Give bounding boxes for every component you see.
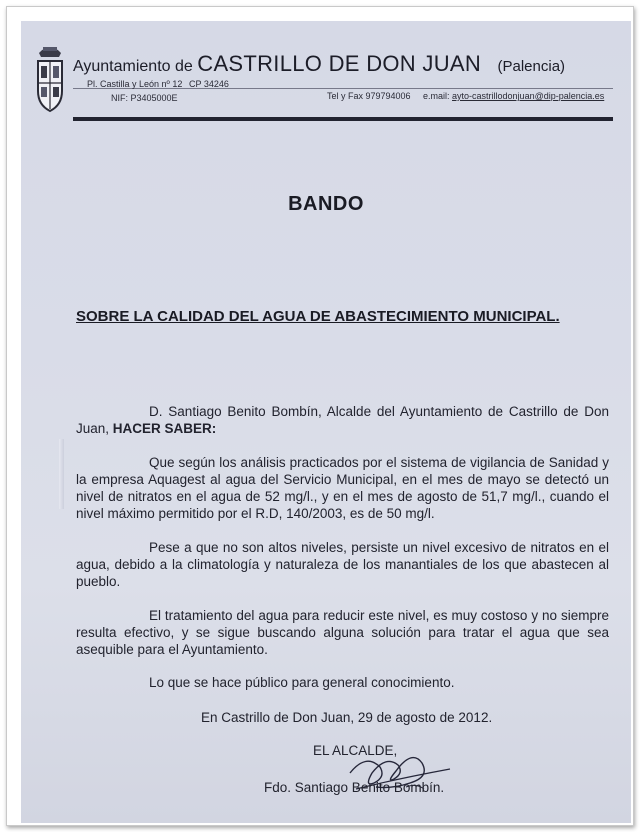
document-sheet (21, 21, 631, 823)
header-direccion: Pl. Castilla y León nº 12 (87, 79, 183, 89)
paragraph-3-text: El tratamiento del agua para reducir este nivel, es muy costoso y no siempre resulta efectivo, y se sigue buscando alguna solución para tratar el agua que sea asequible para el Ayuntamiento. (76, 608, 609, 657)
header-telefono: Tel y Fax 979794006 (327, 91, 411, 101)
header-ayuntamiento: Ayuntamiento de (73, 58, 193, 75)
header-municipio: CASTRILLO DE DON JUAN (197, 51, 482, 76)
signer-name: Fdo. Santiago Benito Bombín. (264, 780, 445, 795)
paragraph-2 (76, 539, 609, 590)
paragraph-2-text: Pese a que no son altos niveles, persiste un nivel excesivo de nitratos en el agua, debido a la climatología y naturaleza de los manantiales de los que abastecen al pueblo. (76, 540, 609, 589)
photo-frame (6, 6, 634, 826)
document-subject: SOBRE LA CALIDAD DEL AGUA DE ABASTECIMIENTO MUNICIPAL. (76, 308, 560, 325)
header-email-line (423, 91, 604, 101)
header-nif: NIF: P3405000E (111, 93, 178, 103)
paragraph-1 (76, 454, 609, 522)
paragraph-1-text: Que según los análisis practicados por el sistema de vigilancia de Sanidad y la empresa Aquagest al agua del Servicio Municipal, en el mes de mayo se detectó un nivel de nitratos en el agua de 52 mg/l., y en el mes de agosto de 51,7 mg/l., cuando el nivel máximo permitido por el R.D, 140/2003, es de 50 mg/l. (76, 455, 609, 521)
header-email-label: e.mail: (423, 91, 450, 101)
intro-bold: HACER SABER: (112, 421, 217, 436)
paragraph-3 (76, 607, 609, 658)
intro-text: D. Santiago Benito Bombín, Alcalde del Ayuntamiento de Castrillo de Don Juan, (76, 404, 609, 436)
place-date: En Castrillo de Don Juan, 29 de agosto de 2012. (201, 710, 493, 725)
intro-paragraph (76, 403, 609, 437)
header-email: ayto-castrillodonjuan@dip-palencia.es (452, 91, 605, 101)
closing-line: Lo que se hace público para general conocimiento. (149, 675, 455, 690)
header-provincia: (Palencia) (497, 58, 566, 75)
header-cp: CP 34246 (189, 79, 229, 89)
paper-fold (59, 439, 64, 509)
header-title (73, 51, 565, 77)
coat-of-arms-icon (31, 39, 69, 119)
document-title: BANDO (288, 193, 364, 215)
signer-title: EL ALCALDE, (313, 743, 398, 758)
header-thick-rule (73, 117, 613, 121)
